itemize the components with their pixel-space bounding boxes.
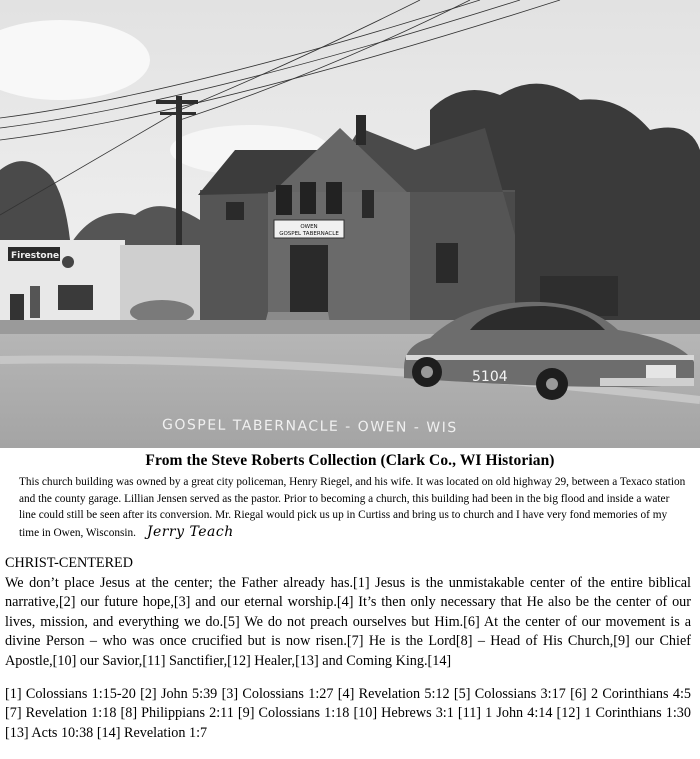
station-sign: Firestone <box>11 251 60 261</box>
church-sign-line2: GOSPEL TABERNACLE <box>279 231 339 237</box>
signature: Jerry Teach <box>146 523 234 540</box>
caption-text: This church building was owned by a great city policeman, Henry Riegel, and his wife. It was located on old highway 29, between a Texaco station and the county garage. Lillian Jensen served as the pastor. Prior to becoming a church, this building had been in the big flood and inside a water line could still be seen after its conversion. Mr. Riegal would pick us up in Curtiss and bring us to church and I have very fond memories of my time in Owen, Wisconsin. <box>19 476 686 539</box>
section-heading: CHRIST-CENTERED <box>5 555 133 571</box>
footnotes: [1] Colossians 1:15-20 [2] John 5:39 [3] Colossians 1:27 [4] Revelation 5:12 [5] Colossians 3:17 [6] 2 Corinthians 4:5 [7] Revelation 1:18 [8] Philippians 2:11 [9] Colossians 1:18 [10] Hebrews 3:1 [11] 1 John 4:14 [12] 1 Corinthians 1:30 [13] Acts 10:38 [14] Revelation 1:7 <box>5 685 691 741</box>
car-number: 5104 <box>472 369 508 385</box>
christ-centered-section <box>5 554 691 743</box>
photo-caption-body <box>19 474 689 541</box>
church-sign-line1: OWEN <box>300 224 318 230</box>
photo-caption-title: From the Steve Roberts Collection (Clark Co., WI Historian) <box>145 452 555 469</box>
section-text: We don’t place Jesus at the center; the Father already has.[1] Jesus is the unmistakable center of the entire biblical narrative,[2] our future hope,[3] and our eternal worship.[4] It’s then only necessary that He also be the center of our lives, mission, and everything we do.[5] We do not preach ourselves but Him.[6] At the center of our movement is a divine Person – who was once crucified but is now risen.[7] He is the Lord[8] – Head of His Church,[9] our Chief Apostle,[10] our Savior,[11] Sanctifier,[12] Healer,[13] and Coming King.[14] <box>5 574 691 669</box>
handwritten-caption: GOSPEL TABERNACLE - OWEN - WIS <box>161 417 458 437</box>
